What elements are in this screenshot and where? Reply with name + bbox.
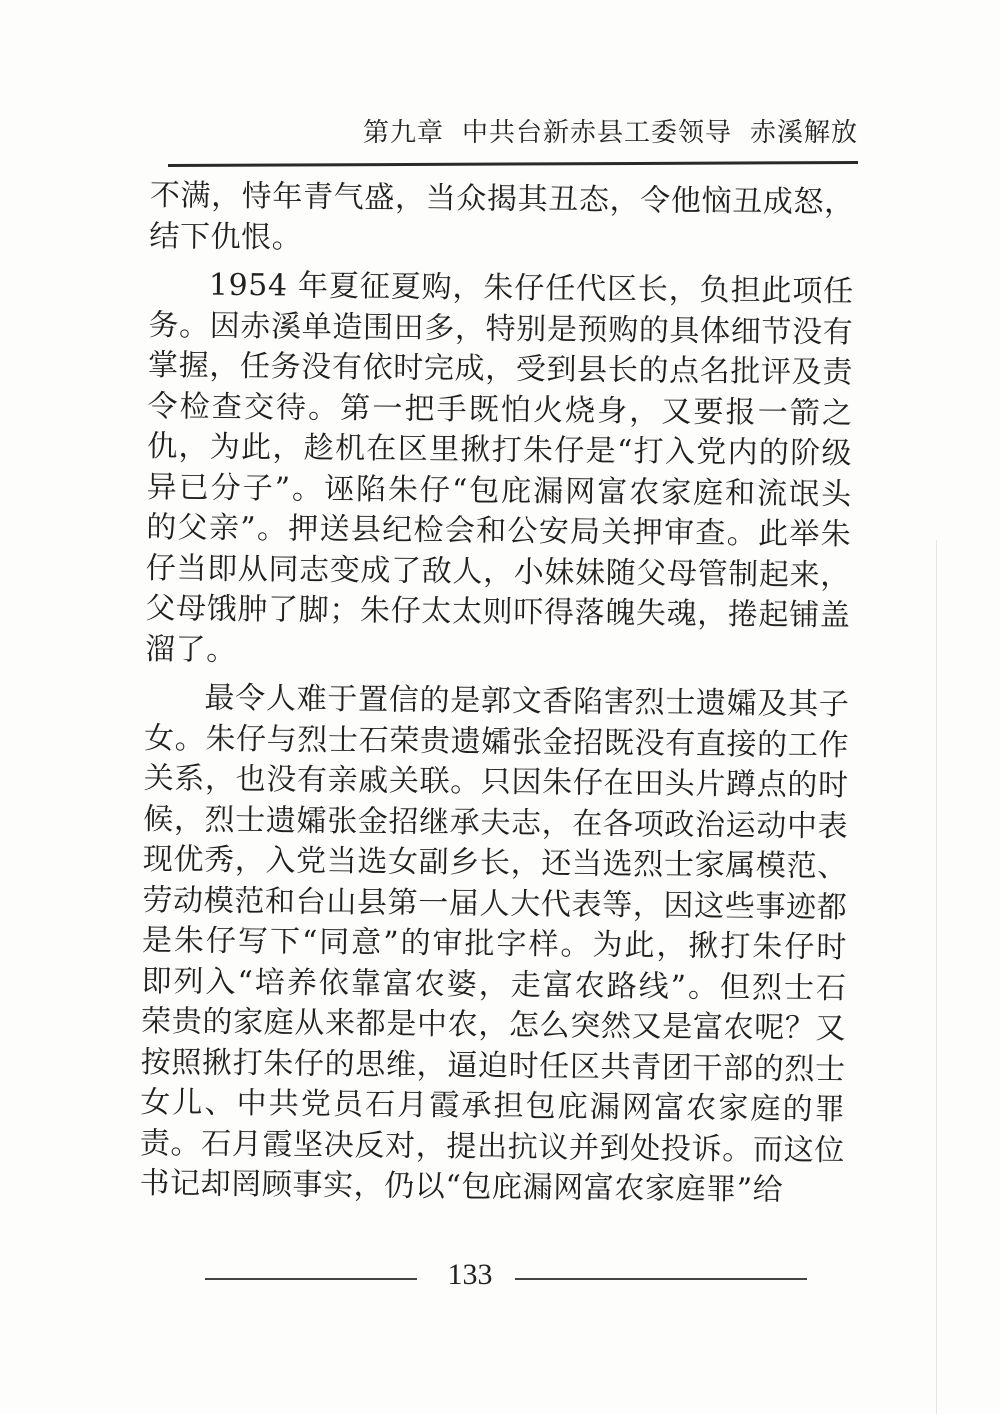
header-rule (168, 161, 858, 167)
page-footer (205, 1258, 810, 1298)
chapter-label: 第九章 (362, 118, 444, 148)
footer-rule-left (205, 1278, 417, 1280)
running-header-text (363, 112, 858, 149)
paragraph: 1954 年夏征夏购，朱仔任代区长，负担此项任务。因赤溪单造围田多，特别是预购的具体细节没有掌握，任务没有依时完成，受到县长的点名批评及责令检查交待。第一把手既怕火烧身，又要报一箭之仇，为此，趁机在区里揪打朱仔是“打入党内的阶级异已分子”。诬陷朱仔“包庇漏网富农家庭和流氓头的父亲”。押送县纪检会和公安局关押审查。此举朱仔当即从同志变成了敌人，小妹妹随父母管制起来，父母饿肿了脚；朱仔太太则吓得落魄失魂，捲起铺盖溜了。 (144, 267, 855, 668)
chapter-subtitle: 赤溪解放 (749, 118, 858, 148)
paragraph-continued: 不满，恃年青气盛，当众揭其丑态，令他恼丑成怒，结下仇恨。 (149, 177, 855, 256)
page-number: 133 (447, 1258, 493, 1291)
footer-rule-right (515, 1278, 807, 1280)
paragraph: 最令人难于置信的是郭文香陷害烈士遗孀及其子女。朱仔与烈士石荣贵遗孀张金招既没有直接的工作关系，也没有亲戚关联。只因朱仔在田头片蹲点的时候，烈士遗孀张金招继承夫志，在各项政治运动中表现优秀，入党当选女副乡长，还当选烈士家属模范、劳动模范和台山县第一届人大代表等，因这些事迹都是朱仔写下“同意”的审批字样。为此，揪打朱仔时即列入“培养依靠富农婆，走富农路线”。但烈士石荣贵的家庭从来都是中农，怎么突然又是富农呢？又按照揪打朱仔的思维，逼迫时任区共青团干部的烈士女儿、中共党员石月霞承担包庇漏网富农家庭的罪责。石月霞坚决反对，提出抗议并到处投诉。而这位书记却罔顾事实，仍以“包庇漏网富农家庭罪”给 (139, 680, 850, 1208)
scan-edge-shadow (936, 540, 937, 1414)
running-header (168, 112, 858, 160)
chapter-title: 中共台新赤县工委领导 (461, 118, 732, 148)
body-text (139, 176, 855, 1212)
